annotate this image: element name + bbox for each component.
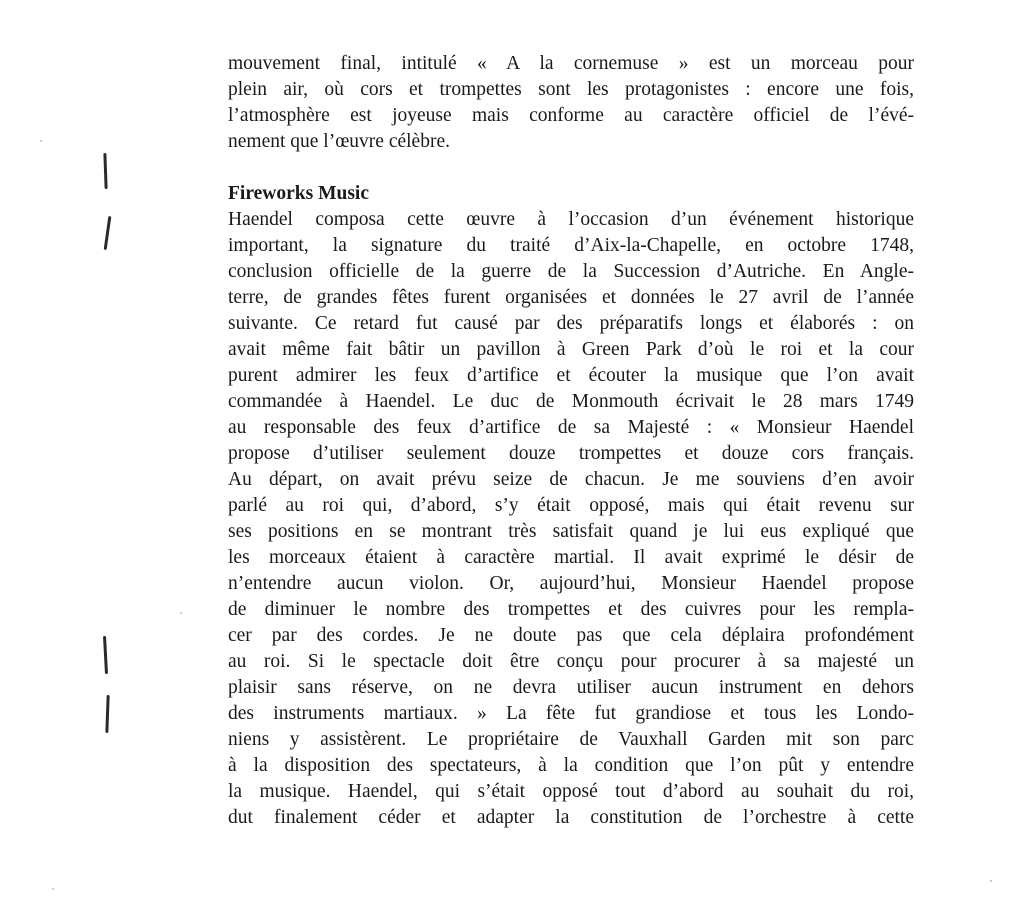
scan-speck <box>40 140 42 142</box>
text-line: ses positions en se montrant très satisfait quand je lui eus expliqué que <box>228 521 914 542</box>
text-line: nement que l’œuvre célèbre. <box>228 131 450 152</box>
binding-mark-upper-small <box>104 216 112 250</box>
text-line: plaisir sans réserve, on ne devra utiliser aucun instrument en dehors <box>228 677 914 698</box>
text-line: niens y assistèrent. Le propriétaire de Vauxhall Garden mit son parc <box>228 729 914 750</box>
text-line: les morceaux étaient à caractère martial. Il avait exprimé le désir de <box>228 547 914 568</box>
text-line: propose d’utiliser seulement douze trompettes et douze cors français. <box>228 443 914 464</box>
text-line: au responsable des feux d’artifice de sa Majesté : « Monsieur Haendel <box>228 417 914 438</box>
text-line: conclusion officielle de la guerre de la Succession d’Autriche. En Angle- <box>228 261 914 282</box>
text-line: Au départ, on avait prévu seize de chacun. Je me souviens d’en avoir <box>228 469 914 490</box>
body-text <box>228 51 914 831</box>
text-line: de diminuer le nombre des trompettes et des cuivres pour les rempla- <box>228 599 914 620</box>
scan-speck <box>990 880 992 882</box>
text-line: cer par des cordes. Je ne doute pas que cela déplaira profondément <box>228 625 914 646</box>
text-line: au roi. Si le spectacle doit être conçu pour procurer à sa majesté un <box>228 651 914 672</box>
text-line: mouvement final, intitulé « A la cornemuse » est un morceau pour <box>228 53 914 74</box>
paragraph-fireworks <box>228 207 914 831</box>
scan-speck <box>52 888 54 890</box>
binding-mark-bottom <box>105 695 109 733</box>
text-line: dut finalement céder et adapter la constitution de l’orchestre à cette <box>228 807 914 828</box>
binding-mark-top <box>103 153 107 189</box>
text-line: plein air, où cors et trompettes sont les protagonistes : encore une fois, <box>228 79 914 100</box>
text-line: purent admirer les feux d’artifice et écouter la musique que l’on avait <box>228 365 914 386</box>
text-line: terre, de grandes fêtes furent organisées et données le 27 avril de l’année <box>228 287 914 308</box>
text-line: l’atmosphère est joyeuse mais conforme au caractère officiel de l’évé- <box>228 105 914 126</box>
section-heading: Fireworks Music <box>228 183 369 204</box>
text-line: parlé au roi qui, d’abord, s’y était opposé, mais qui était revenu sur <box>228 495 914 516</box>
paragraph-intro <box>228 51 914 155</box>
text-line: la musique. Haendel, qui s’était opposé tout d’abord au souhait du roi, <box>228 781 914 802</box>
text-line: Haendel composa cette œuvre à l’occasion d’un événement historique <box>228 209 914 230</box>
text-line: n’entendre aucun violon. Or, aujourd’hui, Monsieur Haendel propose <box>228 573 914 594</box>
text-line: important, la signature du traité d’Aix-la-Chapelle, en octobre 1748, <box>228 235 914 256</box>
text-line: avait même fait bâtir un pavillon à Green Park d’où le roi et la cour <box>228 339 914 360</box>
text-line: à la disposition des spectateurs, à la condition que l’on pût y entendre <box>228 755 914 776</box>
text-line: des instruments martiaux. » La fête fut grandiose et tous les Londo- <box>228 703 914 724</box>
binding-mark-lower <box>103 636 108 674</box>
scan-speck <box>180 612 182 614</box>
paragraph-spacer <box>228 155 914 181</box>
text-line: suivante. Ce retard fut causé par des préparatifs longs et élaborés : on <box>228 313 914 334</box>
text-line: commandée à Haendel. Le duc de Monmouth écrivait le 28 mars 1749 <box>228 391 914 412</box>
